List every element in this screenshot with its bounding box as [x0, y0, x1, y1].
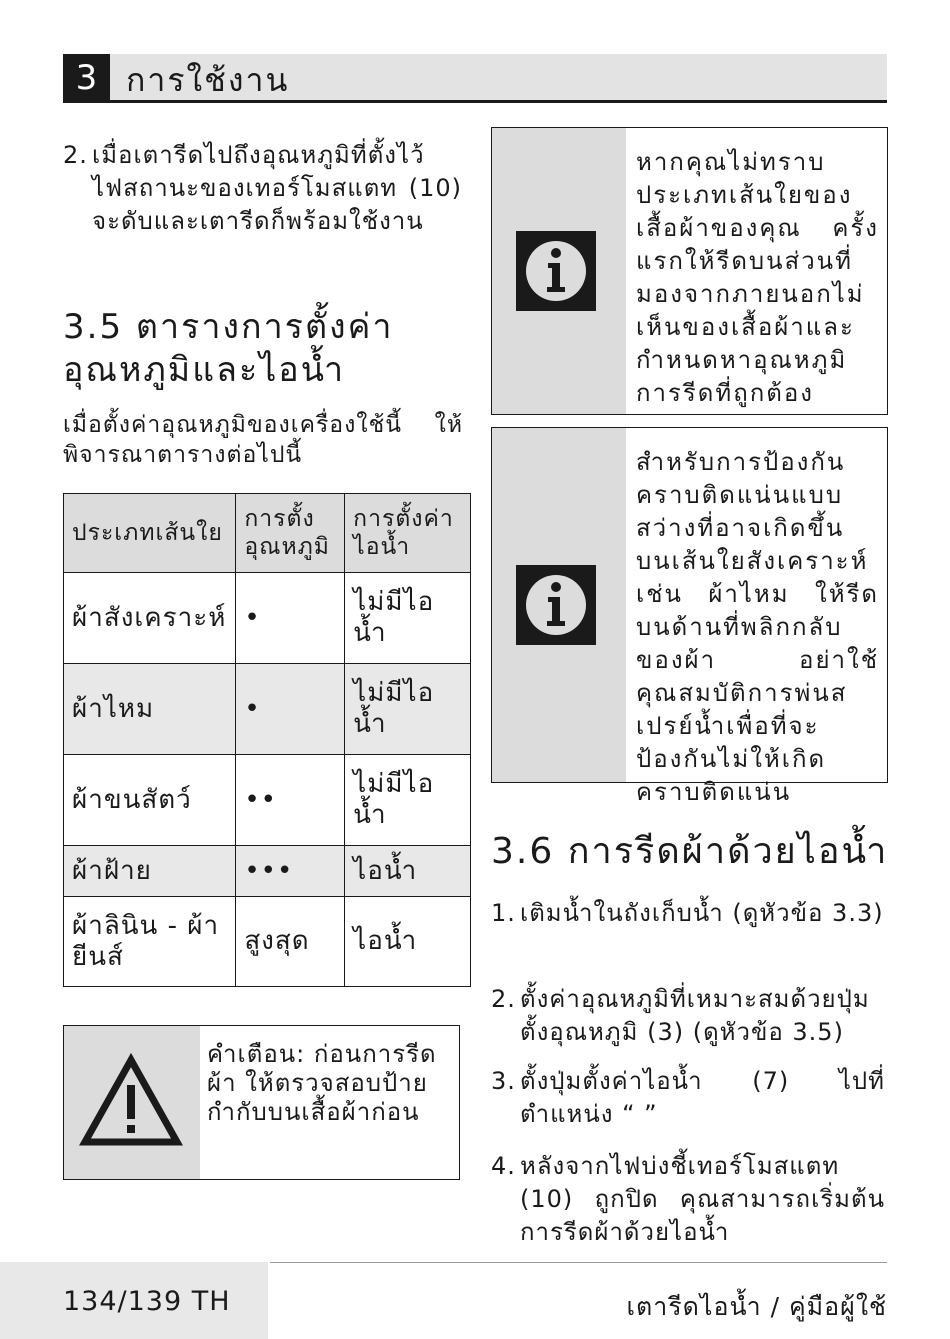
section-intro: เมื่อตั้งค่าอุณหภูมิของเครื่องใช้นี้ ให้พิจารณาตารางต่อไปนี้ [63, 412, 463, 468]
step-text: ตั้งค่าอุณหภูมิที่เหมาะสมด้วยปุ่มตั้งอุณหภูมิ (3) (ดูหัวข้อ 3.5) [520, 985, 870, 1046]
steam-cell: ไม่มีไอน้ำ [345, 755, 471, 846]
temperature-steam-table [63, 493, 471, 987]
table-row [64, 897, 471, 987]
step-number: 4. [491, 1152, 516, 1180]
warning-text: คำเตือน: ก่อนการรีดผ้า ให้ตรวจสอบป้ายกำกับบนเสื้อผ้าก่อน [207, 1040, 437, 1126]
column-header: ประเภทเส้นใย [64, 494, 236, 573]
table-row [64, 664, 471, 755]
temperature-cell: • [236, 573, 345, 664]
section-title: 3.6 การรีดผ้าด้วยไอน้ำ [491, 831, 889, 872]
steam-cell: ไอน้ำ [345, 897, 471, 987]
chapter-number: 3 [63, 54, 110, 103]
step-text: เติมน้ำในถังเก็บน้ำ (ดูหัวข้อ 3.3) [520, 899, 884, 927]
fabric-cell: ผ้าลินิน - ผ้ายีนส์ [64, 897, 236, 987]
table-row [64, 755, 471, 846]
step-number: 2. [491, 985, 516, 1013]
steam-cell: ไม่มีไอน้ำ [345, 664, 471, 755]
temperature-cell: •• [236, 755, 345, 846]
temperature-cell: สูงสุด [236, 897, 345, 987]
fabric-cell: ผ้าขนสัตว์ [64, 755, 236, 846]
page-number: 134/139 TH [63, 1286, 231, 1317]
info-text: สำหรับการป้องกันคราบติดแน่นแบบสว่างที่อาจเกิดขึ้นบนเส้นใยสังเคราะห์ เช่น ผ้าไหม ให้รีดบนด้านที่พลิกกลับของผ้า อย่าใช้คุณสมบัติการพ่นสเปรย์น้ำเพื่อที่จะป้องกันไม่ให้เกิดคราบติดแน่น [636, 448, 879, 806]
steam-cell: ไอน้ำ [345, 846, 471, 897]
step-number: 3. [491, 1067, 516, 1095]
steam-cell: ไม่มีไอน้ำ [345, 573, 471, 664]
info-icon [516, 231, 596, 311]
info-icon [516, 565, 596, 645]
step-number: 2. [63, 141, 88, 169]
table-row [64, 846, 471, 897]
document-title: เตารีดไอน้ำ / คู่มือผู้ใช้ [626, 1292, 887, 1321]
step-text: หลังจากไฟบ่งชี้เทอร์โมสแตท (10) ถูกปิด คุณสามารถเริ่มต้นการรีดผ้าด้วยไอน้ำ [520, 1152, 885, 1246]
fabric-cell: ผ้าฝ้าย [64, 846, 236, 897]
temperature-cell: • [236, 664, 345, 755]
section-title: 3.5 ตารางการตั้งค่าอุณหภูมิและไอน้ำ [63, 307, 394, 390]
table-row [64, 573, 471, 664]
fabric-cell: ผ้าสังเคราะห์ [64, 573, 236, 664]
step-text: เมื่อเตารีดไปถึงอุณหภูมิที่ตั้งไว้ ไฟสถานะของเทอร์โมสแตท (10) จะดับและเตารีดก็พร้อมใช้งาน [92, 141, 462, 235]
chapter-title: การใช้งาน [126, 61, 290, 99]
table-header-row [64, 494, 471, 573]
fabric-cell: ผ้าไหม [64, 664, 236, 755]
step-number: 1. [491, 899, 516, 927]
column-header: การตั้งอุณหภูมิ [236, 494, 345, 573]
footer-divider [270, 1262, 887, 1263]
temperature-cell: ••• [236, 846, 345, 897]
step-text: ตั้งปุ่มตั้งค่าไอน้ำ (7) ไปที่ตำแหน่ง “ ” [520, 1067, 885, 1128]
info-text: หากคุณไม่ทราบประเภทเส้นใยของเสื้อผ้าของคุณ ครั้งแรกให้รีดบนส่วนที่มองจากภายนอกไม่เห็นของเสื้อผ้าและกำหนดหาอุณหภูมิการรีดที่ถูกต้อง [636, 148, 879, 407]
column-header: การตั้งค่าไอน้ำ [345, 494, 471, 573]
